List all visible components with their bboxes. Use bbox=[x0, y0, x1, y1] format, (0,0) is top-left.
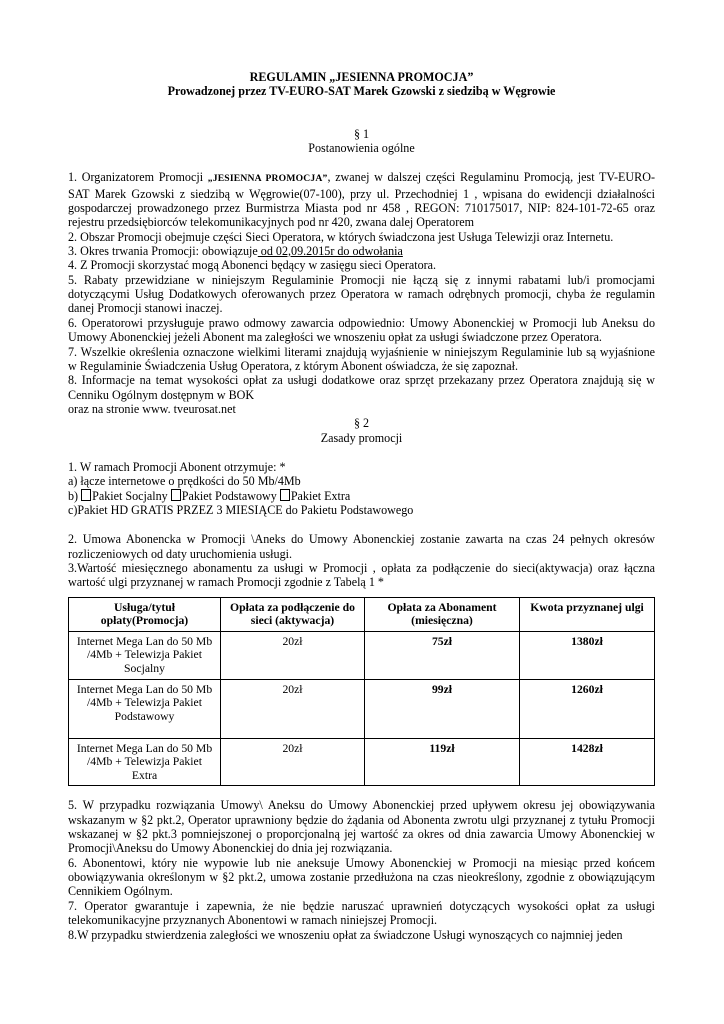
document-page bbox=[68, 70, 655, 942]
section1-paragraph-8: 8. Informacje na temat wysokości opłat za usługi dodatkowe oraz sprzęt przekazany przez Operatora znajdują się w Cenniku Ogólnym dostępnym w BOK bbox=[68, 373, 655, 402]
package-option-podstawowy: Pakiet Podstawowy bbox=[181, 488, 277, 503]
paragraph-text: 1. Organizatorem Promocji bbox=[68, 170, 208, 185]
document-title: REGULAMIN „JESIENNA PROMOCJA” bbox=[249, 70, 474, 84]
section2-paragraph-8: 8.W przypadku stwierdzenia zaległości we wnoszeniu opłat za świadczone Usługi wynoszących co najmniej jeden bbox=[68, 927, 623, 942]
package-option-socjalny: Pakiet Socjalny bbox=[92, 488, 168, 503]
table-cell-service: Internet Mega Lan do 50 Mb /4Mb + Telewizja Pakiet Extra bbox=[69, 738, 221, 786]
section1-paragraph-5: 5. Rabaty przewidziane w niniejszym Regulaminie Promocji nie łączą się z innymi rabatami lub/i promocjami dotyczącymi Usług Dodatkowych oferowanych przez Operatora w ramach odrębnych promocji, chyba że regulamin danej Promocji stanowi inaczej. bbox=[68, 272, 655, 316]
section2-paragraph-3: 3.Wartość miesięcznego abonamentu za usługi w Promocji , opłata za podłączenie do sieci(aktywacja) oraz łączna wartość ulgi przyznanej w ramach Promocji zgodnie z Tabelą 1 * bbox=[68, 560, 655, 590]
section2-paragraph-2: 2. Umowa Abonencka w Promocji \Aneks do Umowy Abonenckiej zostanie zawarta na czas 24 pełnych okresów rozliczeniowych od daty uruchomienia usługi. bbox=[68, 532, 655, 561]
section2-item-a: a) łącze internetowe o prędkości do 50 Mb/4Mb bbox=[68, 474, 301, 489]
table-header-activation: Opłata za podłączenie do sieci (aktywacja) bbox=[221, 597, 365, 631]
paragraph-text: 3. Okres trwania Promocji: obowiązuje bbox=[68, 244, 258, 259]
table-cell-activation: 20zł bbox=[221, 679, 365, 738]
section2-paragraph-5: 5. W przypadku rozwiązania Umowy\ Aneksu do Umowy Abonenckiej przed upływem okresu jej obowiązywania wskazanym w §2 pkt.2, Operator uprawniony będzie do żądania od Abonenta zwrotu ulgi przyznanej z tytułu Promocji wskazanej w §2 pkt.3 pomniejszonej o proporcjonalną jej wartość za okres od dnia zawarcia Umowy Abonenckiej w Promocji\Aneksu do Umowy Abonenckiej do dnia jej rozwiązania. bbox=[68, 798, 655, 856]
section1-paragraph-7: 7. Wszelkie określenia oznaczone wielkimi literami znajdują wyjaśnienie w niniejszym Regulaminie lub są wyjaśnione w Regulaminie Świadczenia Usług Operatora, z którym Abonent oświadcza, że się zapoznał. bbox=[68, 344, 655, 373]
table-cell-discount: 1260zł bbox=[520, 679, 655, 738]
section2-item-c: c)Pakiet HD GRATIS PRZEZ 3 MIESIĄCE do Pakietu Podstawowego bbox=[68, 502, 414, 517]
item-prefix: b) bbox=[68, 488, 79, 503]
table-cell-monthly: 75zł bbox=[365, 631, 520, 679]
section1-paragraph-1 bbox=[68, 170, 655, 229]
section2-paragraph-1: 1. W ramach Promocji Abonent otrzymuje: * bbox=[68, 459, 286, 474]
section1-paragraph-4: 4. Z Promocji skorzystać mogą Abonenci będący w zasięgu sieci Operatora. bbox=[68, 258, 437, 273]
package-option-extra: Pakiet Extra bbox=[290, 488, 351, 503]
section2-heading: Zasady promocji bbox=[320, 430, 403, 445]
paragraph-text: , zwanej w dalszej części Regulaminu Promocją, jest TV-EURO-SAT Marek Gzowski z siedzibą w Węgrowie(07-100), przy ul. Przechodniej 1 , wpisana do ewidencji działalności gospodarczej prowadzonego przez Burmistrza Miasta pod nr 458 , REGON: 710175017, NIP: 824-101-72-65 oraz rejestru przedsiębiorców telekomunikacyjnych pod nr 420, zwana dalej Operatorem bbox=[68, 170, 655, 230]
section1-paragraph-2: 2. Obszar Promocji obejmuje części Sieci Operatora, w których świadczona jest Usługa Telewizji oraz Internetu. bbox=[68, 229, 614, 244]
section2-paragraph-7: 7. Operator gwarantuje i zapewnia, że nie będzie naruszać uprawnień dotyczących wysokości opłat za usługi telekomunikacyjne przyznanych Abonentowi w ramach niniejszej Promocji. bbox=[68, 898, 655, 928]
table-cell-discount: 1380zł bbox=[520, 631, 655, 679]
table-cell-service: Internet Mega Lan do 50 Mb /4Mb + Telewizja Pakiet Socjalny bbox=[69, 631, 221, 679]
table-cell-discount: 1428zł bbox=[520, 738, 655, 786]
section1-number: § 1 bbox=[353, 126, 370, 141]
table-cell-activation: 20zł bbox=[221, 631, 365, 679]
promo-name: „JESIENNA PROMOCJA” bbox=[207, 173, 328, 185]
table-row bbox=[69, 631, 655, 679]
table-row bbox=[69, 738, 655, 786]
section2-paragraph-6: 6. Abonentowi, który nie wypowie lub nie aneksuje Umowy Abonenckiej w Promocji na miesiąc przed końcem obowiązywania określonym w §2 pkt.2, umowa zostanie przedłużona na czas nieokreślony, zgodnie z obowiązującym Cennikiem Ogólnym. bbox=[68, 855, 655, 899]
section1-paragraph-8-website: oraz na stronie www. tveurosat.net bbox=[68, 401, 236, 416]
table-header-row bbox=[69, 597, 655, 631]
table-cell-monthly: 99zł bbox=[365, 679, 520, 738]
table-cell-activation: 20zł bbox=[221, 738, 365, 786]
section2-number: § 2 bbox=[353, 416, 370, 431]
checkbox-icon bbox=[280, 489, 290, 501]
section2-item-b bbox=[68, 489, 655, 503]
checkbox-icon bbox=[81, 489, 91, 501]
promo-period: od 02,09.2015r do odwołania bbox=[257, 244, 403, 259]
document-subtitle: Prowadzonej przez TV-EURO-SAT Marek Gzowski z siedzibą w Węgrowie bbox=[167, 84, 556, 99]
pricing-table bbox=[68, 597, 655, 787]
table-cell-service: Internet Mega Lan do 50 Mb /4Mb + Telewizja Pakiet Podstawowy bbox=[69, 679, 221, 738]
table-row bbox=[69, 679, 655, 738]
table-header-monthly: Opłata za Abonament (miesięczna) bbox=[365, 597, 520, 631]
checkbox-icon bbox=[171, 489, 181, 501]
table-header-service: Usługa/tytuł opłaty(Promocja) bbox=[69, 597, 221, 631]
section1-paragraph-6: 6. Operatorowi przysługuje prawo odmowy zawarcia odpowiednio: Umowy Abonenckiej w Promocji lub Aneksu do Umowy Abonenckiej jeżeli Abonent ma zaległości we wnoszeniu opłat za usługi świadczone przez Operatora. bbox=[68, 315, 655, 345]
section1-heading: Postanowienia ogólne bbox=[308, 141, 415, 156]
table-header-discount: Kwota przyznanej ulgi bbox=[520, 597, 655, 631]
table-cell-monthly: 119zł bbox=[365, 738, 520, 786]
section1-paragraph-3 bbox=[68, 244, 655, 258]
